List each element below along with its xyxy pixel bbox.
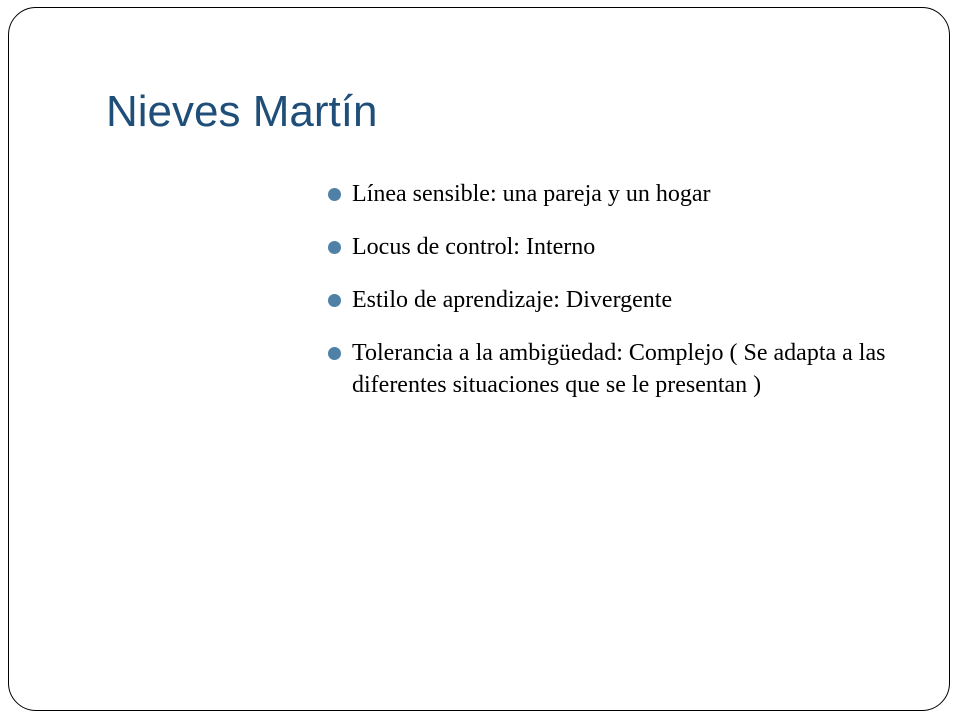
bullet-dot-icon (328, 347, 341, 360)
bullet-text: Estilo de aprendizaje: Divergente (352, 287, 673, 313)
bullet-text: Línea sensible: una pareja y un hogar (352, 181, 711, 207)
bullet-dot-icon (328, 294, 341, 307)
bullet-item (352, 284, 900, 316)
bullet-dot-icon (328, 241, 341, 254)
bullet-item (352, 231, 900, 263)
bullet-text: Locus de control: Interno (352, 234, 596, 260)
bullet-item (352, 178, 900, 210)
slide-title: Nieves Martín (106, 87, 378, 136)
bullet-list (352, 178, 900, 422)
bullet-dot-icon (328, 188, 341, 201)
bullet-text: Tolerancia a la ambigüedad: Complejo ( Se adapta a las diferentes situaciones que se le presentan ) (352, 340, 886, 398)
bullet-item (352, 337, 900, 401)
